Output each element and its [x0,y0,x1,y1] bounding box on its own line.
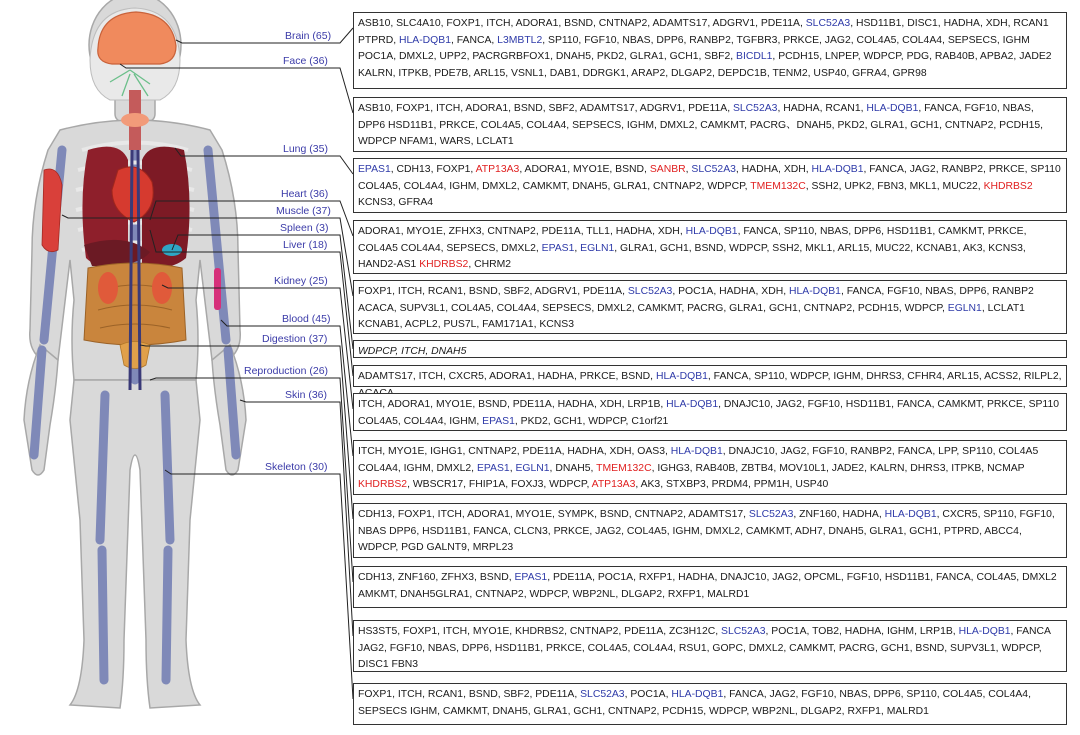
gene-box-skin [353,620,1067,672]
gene-text: CDH13, ZNF160, ZFHX3, BSND, [358,572,515,583]
gene-text: , [685,164,692,175]
gene-box-brain [353,12,1067,89]
organ-label-face: Face (36) [283,55,328,67]
reproductive-organ [120,342,150,369]
gene-text: ADAMTS17, ITCH, CXCR5, ADORA1, HADHA, PRKCE, BSND, [358,371,656,382]
gene-box-blood [353,440,1067,495]
intestine [84,263,186,345]
spleen-organ [162,244,182,256]
gene-box-digestion [353,503,1067,558]
gene-text: , SP110, FGF10, NBAS, DPP6, RANBP2, TGFBR3, PRKCE, JAG2, COL4A5, COL4A4, SEPSECS, IGHM POC1A, DMXL2, UPP2, PACRGRBFOX1, DNAH5, PKD2, GLRA1, GCH1, SBF2, [358,34,1030,62]
thyroid [121,113,149,127]
gene-text: ASB10, FOXP1, ITCH, ADORA1, BSND, SBF2, ADAMTS17, ADGRV1, PDE11A, [358,103,733,114]
gene-text: , FANCA, [450,34,498,46]
gene-text: , IGHG3, RAB40B, ZBTB4, MOV10L1, JADE2, KALRN, DHRS3, ITPKB, NCMAP [651,462,1025,474]
gene-text: SLC52A3 [580,689,625,700]
gene-text: , WBSCR17, FHIP1A, FOXJ3, WDPCP, [407,479,592,490]
gene-text: L3MBTL2 [497,34,543,46]
gene-text: SLC52A3 [721,626,766,637]
gene-text: HLA-DQB1 [884,509,937,520]
gene-text: FOXP1, ITCH, RCAN1, BSND, SBF2, PDE11A, [358,689,581,700]
muscle-arm [42,169,62,252]
gene-text: , HADHA, RCAN1, [777,103,867,114]
gene-text: ITCH, MYO1E, IGHG1, CNTNAP2, PDE11A, HADHA, XDH, OAS3, [358,446,671,457]
gene-text: HLA-DQB1 [399,34,451,46]
gene-box-spleen [353,340,1067,358]
gene-text: FOXP1, ITCH, RCAN1, BSND, SBF2, ADGRV1, PDE11A, [358,286,628,297]
gene-text: , DNAH5, [549,462,597,474]
gene-text: HLA-DQB1 [958,626,1011,637]
gene-text: EGLN1 [947,302,982,314]
gene-text: SLC52A3 [691,164,736,175]
gene-text: , CXCR5, SP110, FGF10, NBAS DPP6, HSD11B1, FANCA, CLCN3, PRKCE, JAG2, COL4A5, IGHM, DMXL2, CAMKMT, ADH7, DNAH5, GLRA1, GCH1, PTPRD, ABCC4, WDPCP, PGD GALNT9, MRPL23 [358,509,1055,553]
gene-text: , HADHA, XDH, [735,164,812,175]
gene-text: SANBR [649,164,686,175]
gene-text: , PDE11A, POC1A, RXFP1, HADHA, DNAJC10, JAG2, OPCML, FGF10, HSD11B1, FANCA, COL4A5, DMXL2 AMKMT, DNAH5GLRA1, CNTNAP2, WDPCP, WBP2NL, DLGAP2, RXFP1, MALRD1 [358,572,1057,600]
gene-text: ATP13A3 [475,164,520,175]
gene-text: , POC1A, HADHA, XDH, [672,286,789,297]
gene-text: , FANCA, SP110, WDPCP, IGHM, DHRS3, CFHR4, ARL15, ACSS2, RILPL2, [707,371,1062,382]
gene-text: , PKD2, GCH1, WDPCP, C1orf21 [514,415,669,427]
gene-text: , GLRA1, GCH1, BSND, WDPCP, SSH2, MKL1, ARL15, MUC22, KCNAB1, AK3, KCNS3, HAND2-AS1 [358,242,1026,270]
organ-label-kidney: Kidney (25) [274,275,328,287]
gene-text: CDH13, FOXP1, ITCH, ADORA1, MYO1E, SYMPK, BSND, CNTNAP2, ADAMTS17, [358,509,749,520]
gene-text: , PCDH15, LNPEP, WDPCP, PDG, RAB40B, APBA2, JADE2 KALRN, ITPKB, PDE7B, ARL15, VSNL1, DAB1, DDRGK1, ARAP2, DLGAP2, DEPDC1B, TENM2, USP40, GFRA4, GPR98 [358,51,1052,79]
gene-text: ASB10, SLC4A10, FOXP1, ITCH, ADORA1, BSND, CNTNAP2, ADAMTS17, ADGRV1, PDE11A, [358,18,806,29]
gene-text: HLA-DQB1 [685,226,738,237]
organ-label-blood: Blood (45) [282,313,331,325]
gene-text: , CHRM2 [468,259,512,270]
organ-label-heart: Heart (36) [281,188,329,200]
gene-box-lung [353,158,1067,213]
gene-text: BICDL1 [736,51,773,62]
gene-text: KCNS3, GFRA4 [358,197,434,208]
gene-text: EGLN1 [580,242,615,254]
organ-label-lung: Lung (35) [283,143,328,155]
gene-box-face [353,97,1067,152]
gene-text: SLC52A3 [748,509,794,520]
blood-vessel-arm [214,268,221,310]
gene-box-heart [353,220,1067,274]
gene-text: SLC52A3 [805,18,851,29]
gene-text: , ADORA1, MYO1E, BSND, [519,164,650,175]
gene-text: HLA-DQB1 [866,103,919,114]
gene-text: , ZNF160, HADHA, [793,509,885,520]
gene-text: , [574,242,581,254]
gene-text: , POC1A, TOB2, HADHA, IGHM, LRP1B, [765,626,959,637]
gene-text: HLA-DQB1 [670,446,723,457]
gene-text: KHDRBS2 [419,259,469,270]
gene-text: , FANCA, JAG2, RANBP2, PRKCE, SP110 COL4A5, COL4A4, IGHM, DMXL2, CAMKMT, DNAH5, GLRA1, CNTNAP2, WDPCP, [358,164,1061,192]
gene-text: , POC1A, [624,689,672,700]
gene-text: , FANCA JAG2, FGF10, NBAS, DPP6, HSD11B1, PRKCE, COL4A5, COL4A4, RSU1, GOPC, DMXL2, CAMKMT, PACRG, GCH1, BSND, SUPV3L1, WDPCP, DISC1 FBN3 [358,626,1051,670]
gene-text: HLA-DQB1 [811,164,864,175]
gene-text: SLC52A3 [627,286,673,297]
organ-label-liver: Liver (18) [283,239,328,251]
gene-text: HLA-DQB1 [655,371,708,382]
gene-text: , AK3, STXBP3, PRDM4, PPM1H, USP40 [635,479,829,490]
gene-text: , FANCA, FGF10, NBAS, DPP6 HSD11B1, PRKCE, COL4A5, COL4A4, SEPSECS, IGHM, DMXL2, CAMKMT, PACRG、DNAH5, PKD2, GLRA1, GCH1, CNTNAP2, PCDH15, WDPCP NFAM1, WARS, LCLAT1 [358,103,1044,147]
gene-text: EPAS1 [541,242,575,254]
organ-label-brain: Brain (65) [285,30,332,42]
gene-text: , FANCA, FGF10, NBAS, DPP6, RANBP2 ACACA, SUPV3L1, COL4A5, COL4A4, SEPSECS, DMXL2, CAMKMT, PACRG, GLRA1, GCH1, CNTNAP2, PCDH15, WDPCP, [358,286,1034,314]
gene-box-liver [353,365,1067,387]
gene-text: TMEM132C [750,180,806,192]
gene-box-kidney [353,393,1067,431]
gene-box-skeleton [353,683,1067,725]
organ-label-muscle: Muscle (37) [276,205,331,217]
gene-text: TMEM132C [596,462,652,474]
gene-text: , LCLAT1 KCNAB1, ACPL2, PUS7L, FAM171A1, KCNS3 [358,302,1025,330]
organ-label-spleen: Spleen (3) [280,222,329,234]
gene-text: EPAS1 [514,572,548,583]
kidney-left [98,272,118,304]
gene-text: , FANCA, JAG2, FGF10, NBAS, DPP6, SP110, COL4A5, COL4A4, SEPSECS IGHM, CAMKMT, DNAH5, GLRA1, GCH1, CNTNAP2, PCDH15, WDPCP, WBP2NL, DLGAP2, RXFP1, MALRD1 [358,689,1031,717]
gene-text: , [509,462,516,474]
kidney-right [152,272,172,304]
gene-text: , DNAJC10, JAG2, FGF10, HSD11B1, FANCA, CAMKMT, PRKCE, SP110 COL4A5, COL4A4, IGHM, [358,399,1059,427]
gene-text: KHDRBS2 [983,180,1033,192]
organ-label-reproduction: Reproduction (26) [244,365,329,377]
gene-text: EPAS1 [358,164,391,175]
gene-box-muscle [353,280,1067,334]
gene-text: , HSD11B1, DISC1, HADHA, XDH, RCAN1 PTPRD, [358,18,1049,46]
gene-text: HS3ST5, FOXP1, ITCH, MYO1E, KHDRBS2, CNTNAP2, PDE11A, ZC3H12C, [358,626,722,637]
gene-text: KHDRBS2 [358,479,408,490]
gene-box-reproduction [353,566,1067,608]
gene-text: ITCH, ADORA1, MYO1E, BSND, PDE11A, HADHA, XDH, LRP1B, [358,399,667,410]
gene-text: EPAS1 [476,462,510,474]
gene-text: EGLN1 [515,462,550,474]
gene-text: ATP13A3 [591,479,636,490]
gene-text: , FANCA, SP110, NBAS, DPP6, HSD11B1, CAMKMT, PRKCE, COL4A5 COL4A4, SEPSECS, DMXL2, [358,226,1027,254]
gene-text: , CDH13, FOXP1, [390,164,476,175]
organ-label-skeleton: Skeleton (30) [265,461,328,473]
gene-text: SLC52A3 [732,103,778,114]
organ-label-skin: Skin (36) [285,389,328,401]
gene-text: HLA-DQB1 [666,399,719,410]
gene-text: HLA-DQB1 [671,689,724,700]
gene-text: , DNAJC10, JAG2, FGF10, RANBP2, FANCA, LPP, SP110, COL4A5 COL4A4, IGHM, DMXL2, [358,446,1039,474]
organ-label-digestion: Digestion (37) [262,333,328,345]
gene-text: WDPCP, ITCH, DNAH5 [358,346,467,357]
gene-text: HLA-DQB1 [788,286,841,297]
gene-text: ADORA1, MYO1E, ZFHX3, CNTNAP2, PDE11A, TLL1, HADHA, XDH, [358,226,686,237]
gene-text: , SSH2, UPK2, FBN3, MKL1, MUC22, [805,180,984,192]
gene-text: EPAS1 [482,415,515,427]
